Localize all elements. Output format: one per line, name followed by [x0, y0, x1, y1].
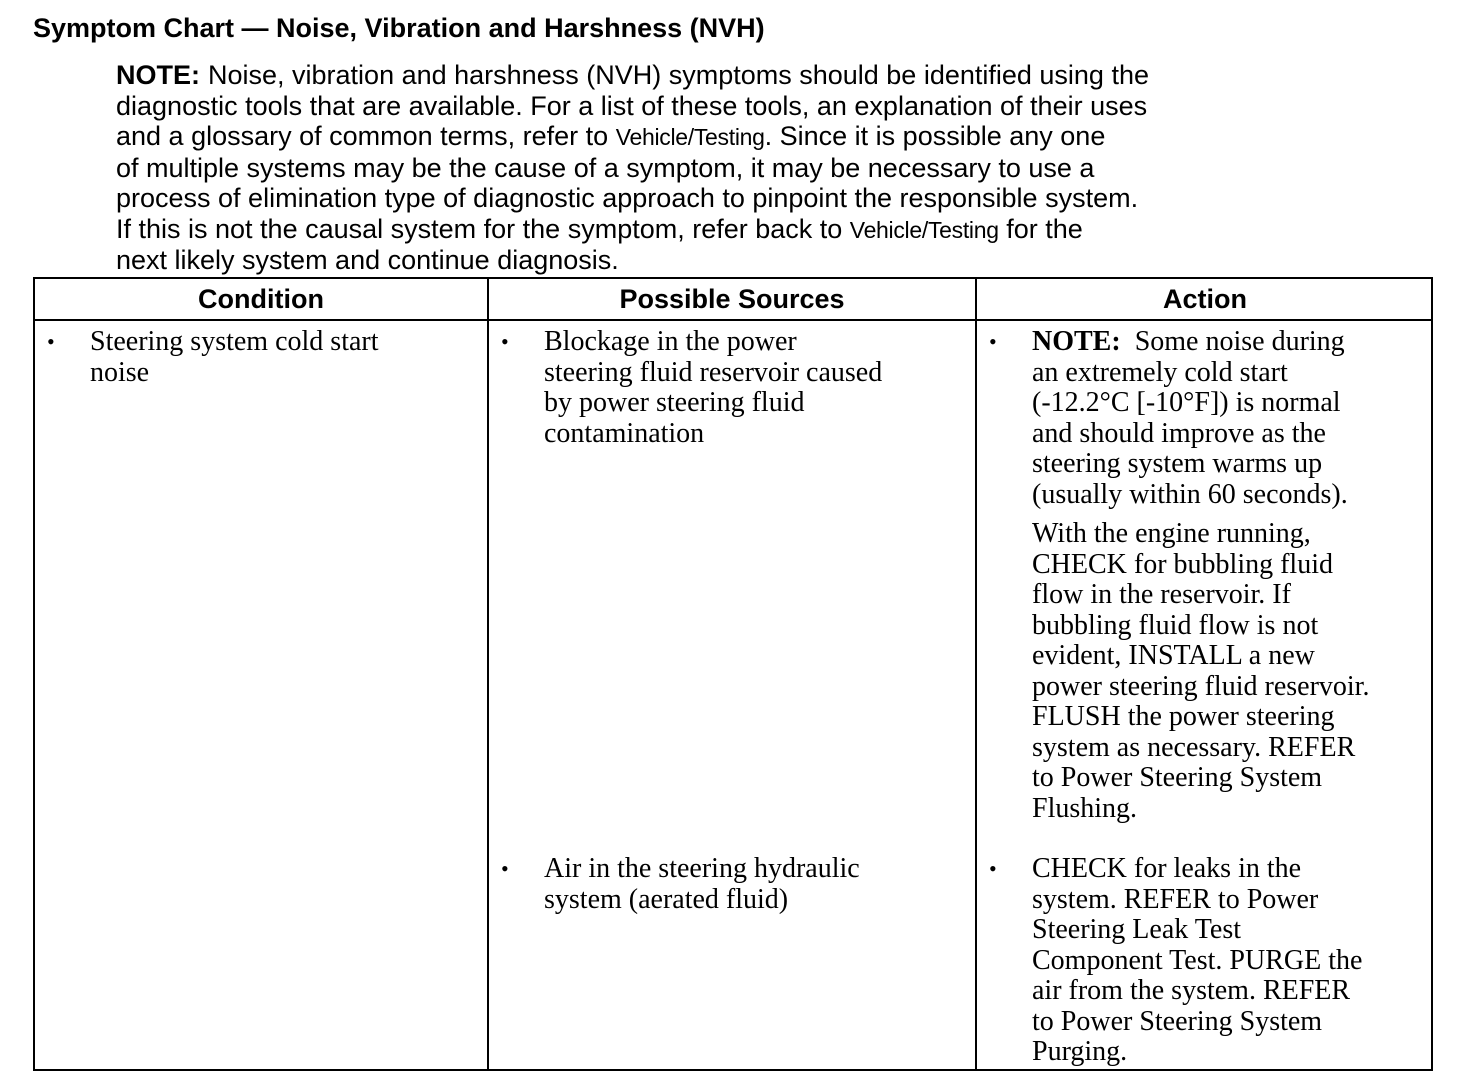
- note-line-2: diagnostic tools that are available. For a list of these tools, an explanation of their uses: [116, 90, 1148, 121]
- action-line: FLUSH the power steering: [1032, 701, 1335, 732]
- action-line: flow in the reservoir. If: [1032, 579, 1291, 610]
- action-note-line: an extremely cold start: [1032, 356, 1288, 388]
- page-title: Symptom Chart — Noise, Vibration and Harshness (NVH): [33, 13, 765, 43]
- action-line: air from the system. REFER: [1032, 975, 1351, 1006]
- action-line: Steering Leak Test: [1032, 914, 1242, 945]
- bullet-icon: •: [501, 856, 509, 881]
- bullet-icon: •: [989, 856, 997, 881]
- action-line: to Power Steering System: [1032, 762, 1323, 793]
- action-line: With the engine running,: [1032, 518, 1311, 549]
- action-item-2: [1032, 854, 1362, 1068]
- note-line-6a: If this is not the causal system for the symptom, refer back to: [116, 213, 850, 244]
- note-line-3b: . Since it is possible any one: [764, 121, 1106, 151]
- bullet-icon: •: [47, 329, 55, 354]
- condition-line: noise: [90, 356, 150, 388]
- action-line: Component Test. PURGE the: [1032, 944, 1363, 976]
- note-line-7: next likely system and continue diagnosis.: [116, 245, 619, 275]
- action-line: evident, INSTALL a new: [1032, 640, 1315, 671]
- header-condition: Condition: [198, 284, 324, 314]
- column-divider: [975, 279, 977, 1069]
- note-paragraph: [116, 60, 1436, 276]
- source-item-2: [544, 854, 860, 915]
- source-line: Air in the steering hydraulic: [544, 853, 860, 884]
- source-line: contamination: [544, 417, 705, 449]
- header-possible-sources: Possible Sources: [619, 284, 845, 314]
- column-divider: [487, 279, 489, 1069]
- action-line: to Power Steering System: [1032, 1005, 1323, 1037]
- action-item-1-text: [1032, 519, 1369, 824]
- source-item-1: [544, 327, 882, 449]
- action-note-line: (-12.2°C [-10°F]) is normal: [1032, 387, 1341, 418]
- action-note-line: Some noise during: [1134, 326, 1345, 357]
- note-line-6b: for the: [998, 213, 1083, 244]
- source-line: system (aerated fluid): [544, 883, 789, 915]
- action-line: Flushing.: [1032, 792, 1138, 824]
- action-note-line: (usually within 60 seconds).: [1032, 478, 1348, 510]
- note-line-3a: and a glossary of common terms, refer to: [116, 121, 616, 151]
- bullet-icon: •: [501, 329, 509, 354]
- action-line: Purging.: [1032, 1036, 1128, 1067]
- note-line-1: Noise, vibration and harshness (NVH) symptoms should be identified using the: [208, 60, 1149, 90]
- action-line: power steering fluid reservoir.: [1032, 670, 1370, 702]
- action-note-label: NOTE:: [1032, 326, 1121, 357]
- action-line: bubbling fluid flow is not: [1032, 609, 1319, 641]
- source-line: by power steering fluid: [544, 387, 805, 418]
- note-label: NOTE:: [116, 60, 200, 90]
- action-note-line: and should improve as the: [1032, 417, 1326, 449]
- vehicle-testing-link-2[interactable]: Vehicle/Testing: [849, 216, 999, 243]
- action-line: system. REFER to Power: [1032, 883, 1319, 915]
- vehicle-testing-link-1[interactable]: Vehicle/Testing: [615, 124, 765, 150]
- action-note-line: steering system warms up: [1032, 448, 1323, 479]
- condition-line: Steering system cold start: [90, 326, 379, 357]
- header-divider: [35, 319, 1431, 321]
- action-item-1-note: [1032, 327, 1348, 510]
- action-line: CHECK for leaks in the: [1032, 853, 1302, 884]
- source-line: Blockage in the power: [544, 326, 797, 357]
- note-line-4: of multiple systems may be the cause of a symptom, it may be necessary to use a: [116, 152, 1095, 183]
- source-line: steering fluid reservoir caused: [544, 356, 883, 388]
- note-line-5: process of elimination type of diagnostic approach to pinpoint the responsible system.: [116, 183, 1139, 213]
- symptom-chart-table: [33, 277, 1433, 1071]
- condition-cell: [90, 327, 379, 388]
- action-line: CHECK for bubbling fluid: [1032, 548, 1333, 580]
- bullet-icon: •: [989, 329, 997, 354]
- action-line: system as necessary. REFER: [1032, 731, 1356, 763]
- header-action: Action: [1163, 284, 1247, 314]
